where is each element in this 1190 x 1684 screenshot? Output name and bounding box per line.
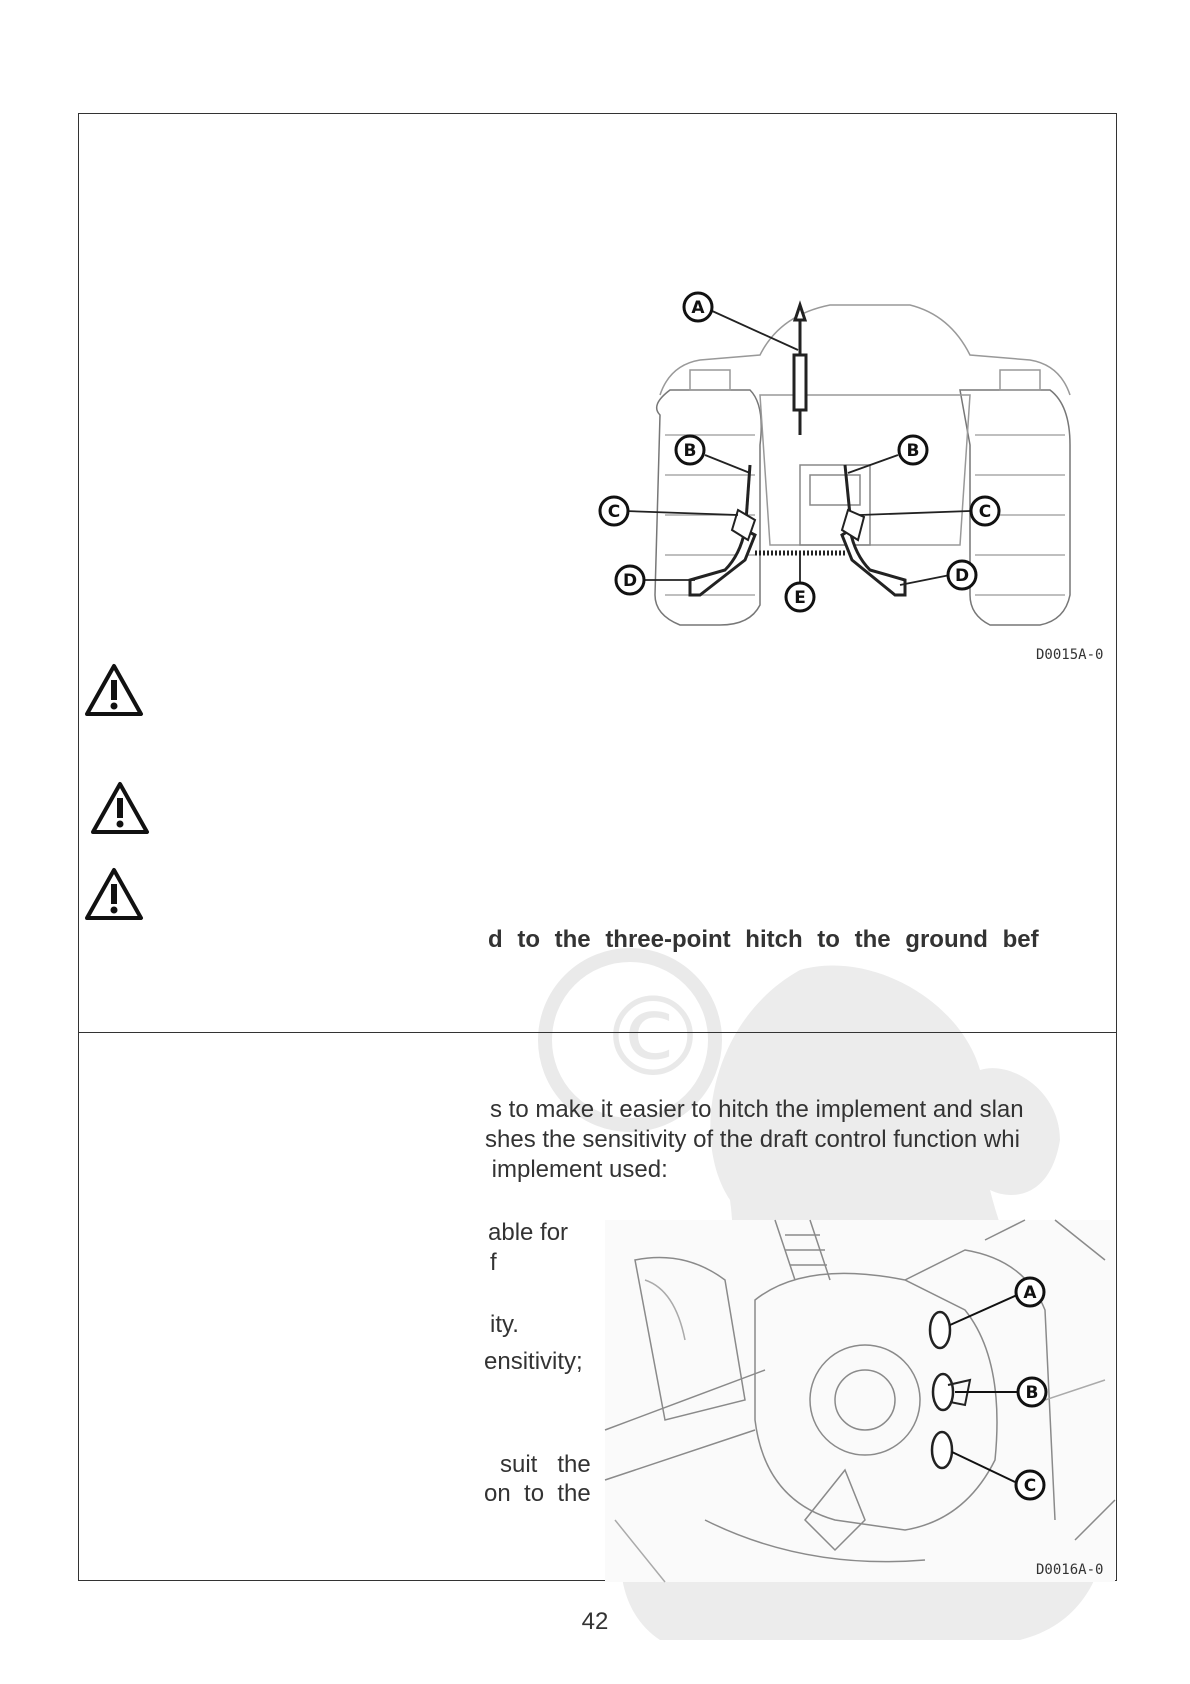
callout-d-right: D — [954, 566, 970, 586]
callout-c-right: C — [978, 502, 992, 522]
draft-intro-line-1: s to make it easier to hitch the implement and slan — [490, 1096, 1024, 1123]
linkage-figure-caption: D0016A-0 — [1036, 1562, 1104, 1578]
linkage-callout-c: C — [1023, 1476, 1037, 1496]
callout-a: A — [691, 298, 705, 318]
warning-icon — [84, 662, 144, 718]
linkage-callout-b: B — [1025, 1383, 1039, 1403]
page-number: 42 — [581, 1608, 609, 1635]
draft-fragment: suit the — [500, 1451, 591, 1478]
draft-intro-line-2: shes the sensitivity of the draft control function whi — [485, 1126, 1020, 1153]
hitch-figure — [607, 295, 1110, 670]
draft-fragment: on to the — [484, 1480, 591, 1507]
warning-icon — [84, 866, 144, 922]
hitch-warning-text: d to the three-point hitch to the ground bef — [488, 926, 1039, 953]
callout-e: E — [794, 588, 806, 608]
svg-text:©: © — [598, 973, 708, 1101]
linkage-callout-a: A — [1023, 1283, 1037, 1303]
draft-fragment: ity. — [490, 1311, 519, 1338]
linkage-figure — [605, 1220, 1115, 1582]
draft-fragment: able for — [488, 1219, 569, 1246]
callout-d-left: D — [622, 571, 638, 591]
hitch-figure-caption: D0015A-0 — [1036, 647, 1104, 663]
callout-b-right: B — [906, 441, 920, 461]
callout-b-left: B — [683, 441, 697, 461]
warning-icon — [90, 780, 150, 836]
draft-fragment: f — [490, 1249, 497, 1276]
draft-intro-line-3: implement used: — [485, 1156, 668, 1183]
callout-c-left: C — [607, 502, 621, 522]
draft-fragment: ensitivity; — [484, 1348, 583, 1375]
